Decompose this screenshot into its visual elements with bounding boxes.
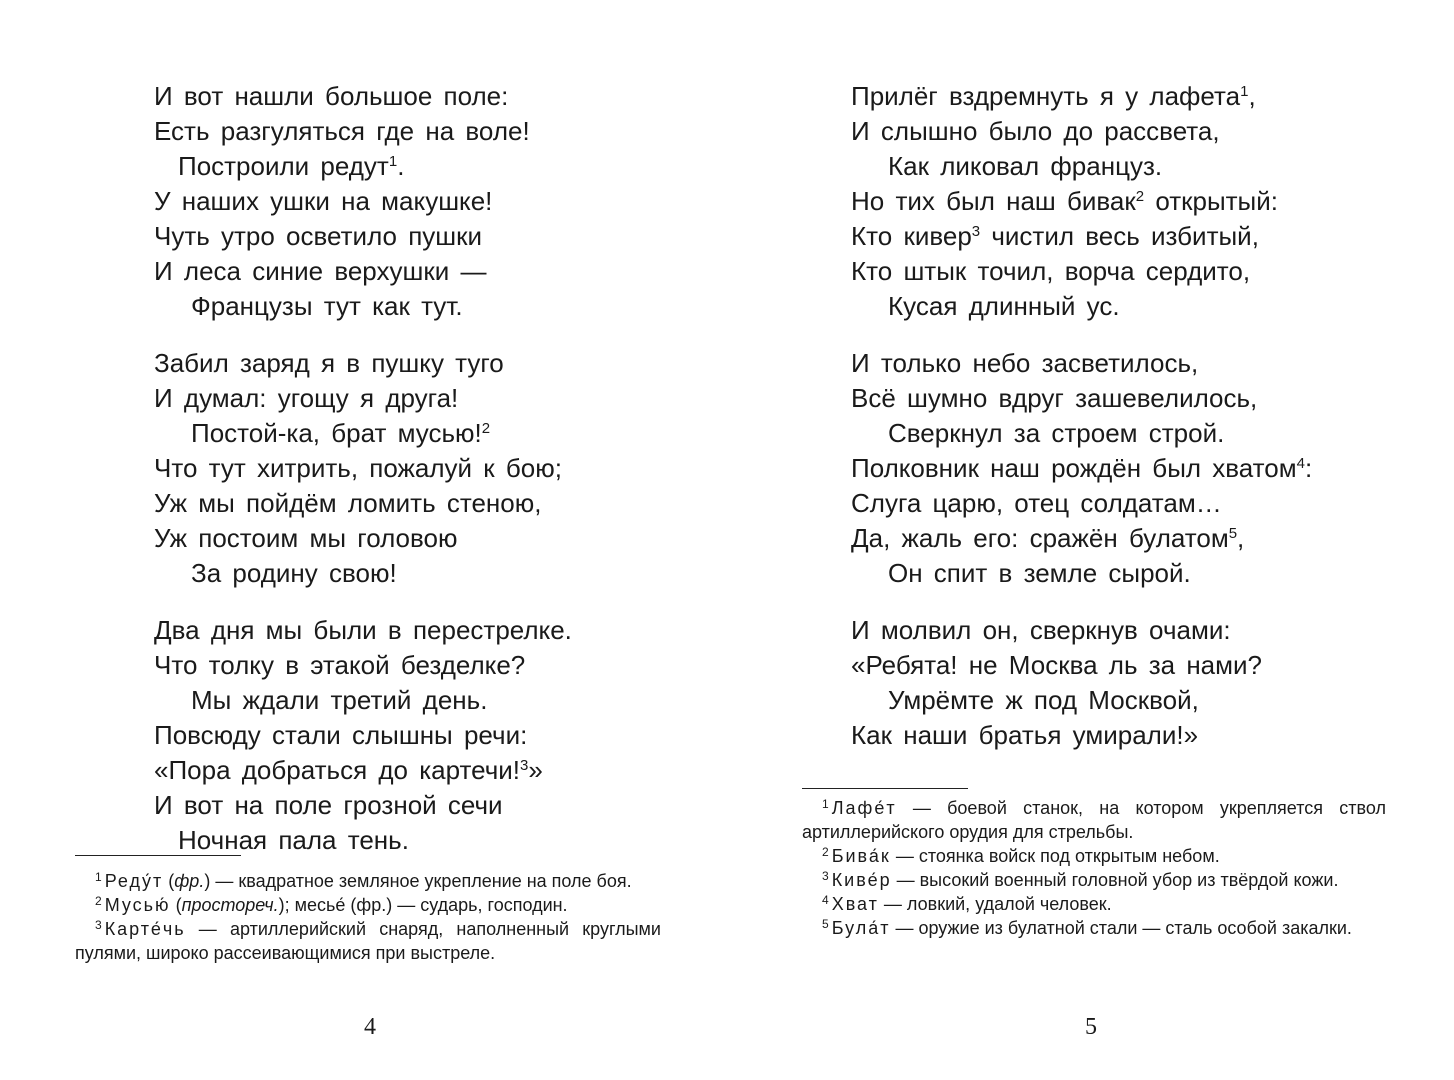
verse-line bbox=[154, 254, 530, 289]
verse-line bbox=[154, 219, 530, 254]
verse-text: У наших ушки на макушке! bbox=[154, 186, 493, 216]
verse-text: Повсюду стали слышны речи: bbox=[154, 720, 528, 750]
verse-line bbox=[851, 219, 1278, 254]
footnote-number: 2 bbox=[822, 845, 829, 859]
verse-line bbox=[851, 149, 1278, 184]
footnote-text: — высокий военный головной убор из твёрдой кожи. bbox=[891, 870, 1339, 890]
verse-line bbox=[154, 289, 530, 324]
footnote-term: Була́т bbox=[831, 918, 891, 938]
verse-line bbox=[154, 184, 530, 219]
verse-text: Умрёмте ж под Москвой, bbox=[888, 685, 1199, 715]
verse-text: Есть разгуляться где на воле! bbox=[154, 116, 530, 146]
footnote-marker: 3 bbox=[520, 757, 529, 774]
verse-line bbox=[851, 521, 1312, 556]
footnote bbox=[802, 844, 1386, 868]
verse-line bbox=[154, 451, 562, 486]
footnote-text: — боевой станок, на котором укрепляется ствол артиллерийского орудия для стрельбы. bbox=[802, 798, 1386, 842]
verse-line bbox=[154, 416, 562, 451]
verse-text-tail: открытый: bbox=[1144, 186, 1278, 216]
verse-text: Прилёг вздремнуть я у лафета bbox=[851, 81, 1241, 111]
footnote-term: Лафе́т bbox=[831, 798, 897, 818]
footnote-term: Хват bbox=[831, 894, 879, 914]
verse-line bbox=[154, 556, 562, 591]
verse-text: «Ребята! не Москва ль за нами? bbox=[851, 650, 1263, 680]
verse-text: Забил заряд я в пушку туго bbox=[154, 348, 504, 378]
footnote-marker: 1 bbox=[1240, 83, 1249, 100]
verse-line bbox=[851, 486, 1312, 521]
verse-text: Да, жаль его: сражён булатом bbox=[851, 523, 1229, 553]
verse-line bbox=[851, 683, 1262, 718]
verse-line bbox=[154, 683, 572, 718]
verse-text: И молвил он, сверкнув очами: bbox=[851, 615, 1231, 645]
verse-text: Сверкнул за строем строй. bbox=[888, 418, 1225, 448]
footnote-term: Карте́чь bbox=[104, 919, 186, 939]
verse-line bbox=[154, 149, 530, 184]
verse-text: И леса синие верхушки — bbox=[154, 256, 487, 286]
footnote: $^1$ Реду́т (фр.) — квадратное земляное укрепление на поле боя. bbox=[95, 870, 632, 891]
verse-text-tail: » bbox=[528, 755, 543, 785]
verse-line bbox=[851, 346, 1312, 381]
footnote-term: Бива́к bbox=[831, 846, 891, 866]
verse-text: Построили редут bbox=[178, 151, 389, 181]
verse-line bbox=[851, 381, 1312, 416]
verse-text-tail: чистил весь избитый, bbox=[980, 221, 1259, 251]
footnote-marker: 4 bbox=[1296, 455, 1305, 472]
verse-text: Два дня мы были в перестрелке. bbox=[154, 615, 572, 645]
verse-text: Постой-ка, брат мусью! bbox=[191, 418, 482, 448]
footnote-number: 2 bbox=[95, 894, 102, 908]
footnote-marker: 1 bbox=[388, 153, 398, 170]
verse-line bbox=[851, 289, 1278, 324]
footnote-marker: 2 bbox=[1135, 188, 1145, 205]
verse-text-tail: , bbox=[1248, 81, 1256, 111]
stanza bbox=[154, 613, 572, 858]
verse-line bbox=[154, 381, 562, 416]
stanza bbox=[851, 613, 1262, 753]
footnote-grammar: фр. bbox=[174, 871, 205, 891]
footnote bbox=[802, 916, 1386, 940]
verse-line bbox=[154, 788, 572, 823]
footnote-rule bbox=[802, 788, 968, 789]
verse-text: Но тих был наш бивак bbox=[851, 186, 1136, 216]
verse-text: Кто штык точил, ворча сердито, bbox=[851, 256, 1251, 286]
right-page bbox=[727, 0, 1454, 1080]
verse-text: Французы тут как тут. bbox=[191, 291, 463, 321]
verse-text: Всё шумно вдруг зашевелилось, bbox=[851, 383, 1258, 413]
footnote-grammar: простореч. bbox=[181, 895, 279, 915]
footnote-text: ; месье́ (фр.) — сударь, господин. bbox=[284, 895, 568, 915]
right-footnotes bbox=[802, 796, 1386, 940]
verse-text: Слуга царю, отец солдатам… bbox=[851, 488, 1222, 518]
verse-text: «Пора добраться до картечи! bbox=[154, 755, 521, 785]
stanza bbox=[154, 79, 530, 324]
footnote bbox=[75, 917, 661, 965]
verse-text: За родину свою! bbox=[191, 558, 397, 588]
footnote-number: 1 bbox=[822, 797, 829, 811]
verse-text: Мы ждали третий день. bbox=[191, 685, 488, 715]
footnote-rule bbox=[75, 855, 241, 856]
verse-line bbox=[154, 346, 562, 381]
page-number: 5 bbox=[1085, 1014, 1097, 1040]
verse-line bbox=[851, 718, 1262, 753]
verse-line bbox=[851, 184, 1278, 219]
footnote-number: 3 bbox=[95, 918, 102, 932]
footnote-number: 1 bbox=[95, 870, 102, 884]
verse-line bbox=[851, 451, 1312, 486]
footnote: $^2$ Мусью́ (простореч.); месье́ (фр.) — сударь, господин. bbox=[95, 894, 568, 915]
verse-text: И слышно было до рассвета, bbox=[851, 116, 1220, 146]
left-footnotes bbox=[75, 869, 661, 965]
verse-line bbox=[154, 753, 572, 788]
footnote-marker: 2 bbox=[481, 420, 491, 437]
verse-text: Полковник наш рождён был хватом bbox=[851, 453, 1297, 483]
footnote-number: 5 bbox=[822, 917, 829, 931]
footnote-term: Реду́т bbox=[104, 871, 164, 891]
footnote-text: — ловкий, удалой человек. bbox=[878, 894, 1112, 914]
verse-line bbox=[154, 79, 530, 114]
verse-text: Как наши братья умирали!» bbox=[851, 720, 1199, 750]
footnote bbox=[802, 868, 1386, 892]
verse-text: Что тут хитрить, пожалуй к бою; bbox=[154, 453, 562, 483]
verse-text-tail: , bbox=[1237, 523, 1245, 553]
verse-line bbox=[154, 613, 572, 648]
stanza bbox=[154, 346, 562, 591]
verse-line bbox=[851, 613, 1262, 648]
footnote-text: — квадратное земляное укрепление на поле боя. bbox=[210, 871, 632, 891]
footnote-text: — артиллерийский снаряд, наполненный круглыми пулями, широко рассеивающимися при выстреле. bbox=[75, 919, 661, 963]
verse-text: И думал: угощу я друга! bbox=[154, 383, 459, 413]
stanza bbox=[851, 79, 1278, 324]
verse-text: Кусая длинный ус. bbox=[888, 291, 1120, 321]
verse-text: Чуть утро осветило пушки bbox=[154, 221, 483, 251]
footnote-marker: 3 bbox=[971, 223, 981, 240]
footnote-text: — оружие из булатной стали — сталь особой закалки. bbox=[890, 918, 1352, 938]
verse-text: Ночная пала тень. bbox=[178, 825, 409, 855]
footnote bbox=[802, 892, 1386, 916]
footnote-text: — стоянка войск под открытым небом. bbox=[890, 846, 1220, 866]
footnote-number: 3 bbox=[822, 869, 829, 883]
verse-text-tail: . bbox=[397, 151, 405, 181]
verse-line bbox=[154, 648, 572, 683]
verse-line bbox=[851, 79, 1278, 114]
footnote bbox=[802, 796, 1386, 844]
verse-line bbox=[851, 416, 1312, 451]
verse-text: Уж постоим мы головою bbox=[154, 523, 458, 553]
verse-line bbox=[851, 114, 1278, 149]
verse-text: И только небо засветилось, bbox=[851, 348, 1199, 378]
stanza bbox=[851, 346, 1312, 591]
verse-text: И вот на поле грозной сечи bbox=[154, 790, 503, 820]
verse-text: Как ликовал француз. bbox=[888, 151, 1163, 181]
verse-line bbox=[154, 486, 562, 521]
verse-text: Он спит в земле сырой. bbox=[888, 558, 1191, 588]
verse-text: Кто кивер bbox=[851, 221, 972, 251]
footnote-term: Мусью́ bbox=[104, 895, 171, 915]
verse-line bbox=[851, 254, 1278, 289]
verse-line bbox=[154, 823, 572, 858]
verse-text: Уж мы пойдём ломить стеною, bbox=[154, 488, 542, 518]
verse-text-tail: : bbox=[1304, 453, 1313, 483]
verse-line bbox=[154, 114, 530, 149]
verse-text: И вот нашли большое поле: bbox=[154, 81, 509, 111]
verse-line bbox=[154, 718, 572, 753]
footnote-marker: 5 bbox=[1228, 525, 1238, 542]
footnote-number: 4 bbox=[822, 893, 829, 907]
verse-text: Что толку в этакой безделке? bbox=[154, 650, 526, 680]
verse-line bbox=[851, 648, 1262, 683]
verse-line bbox=[154, 521, 562, 556]
page-number: 4 bbox=[364, 1014, 376, 1040]
verse-line bbox=[851, 556, 1312, 591]
footnote-term: Киве́р bbox=[831, 870, 892, 890]
